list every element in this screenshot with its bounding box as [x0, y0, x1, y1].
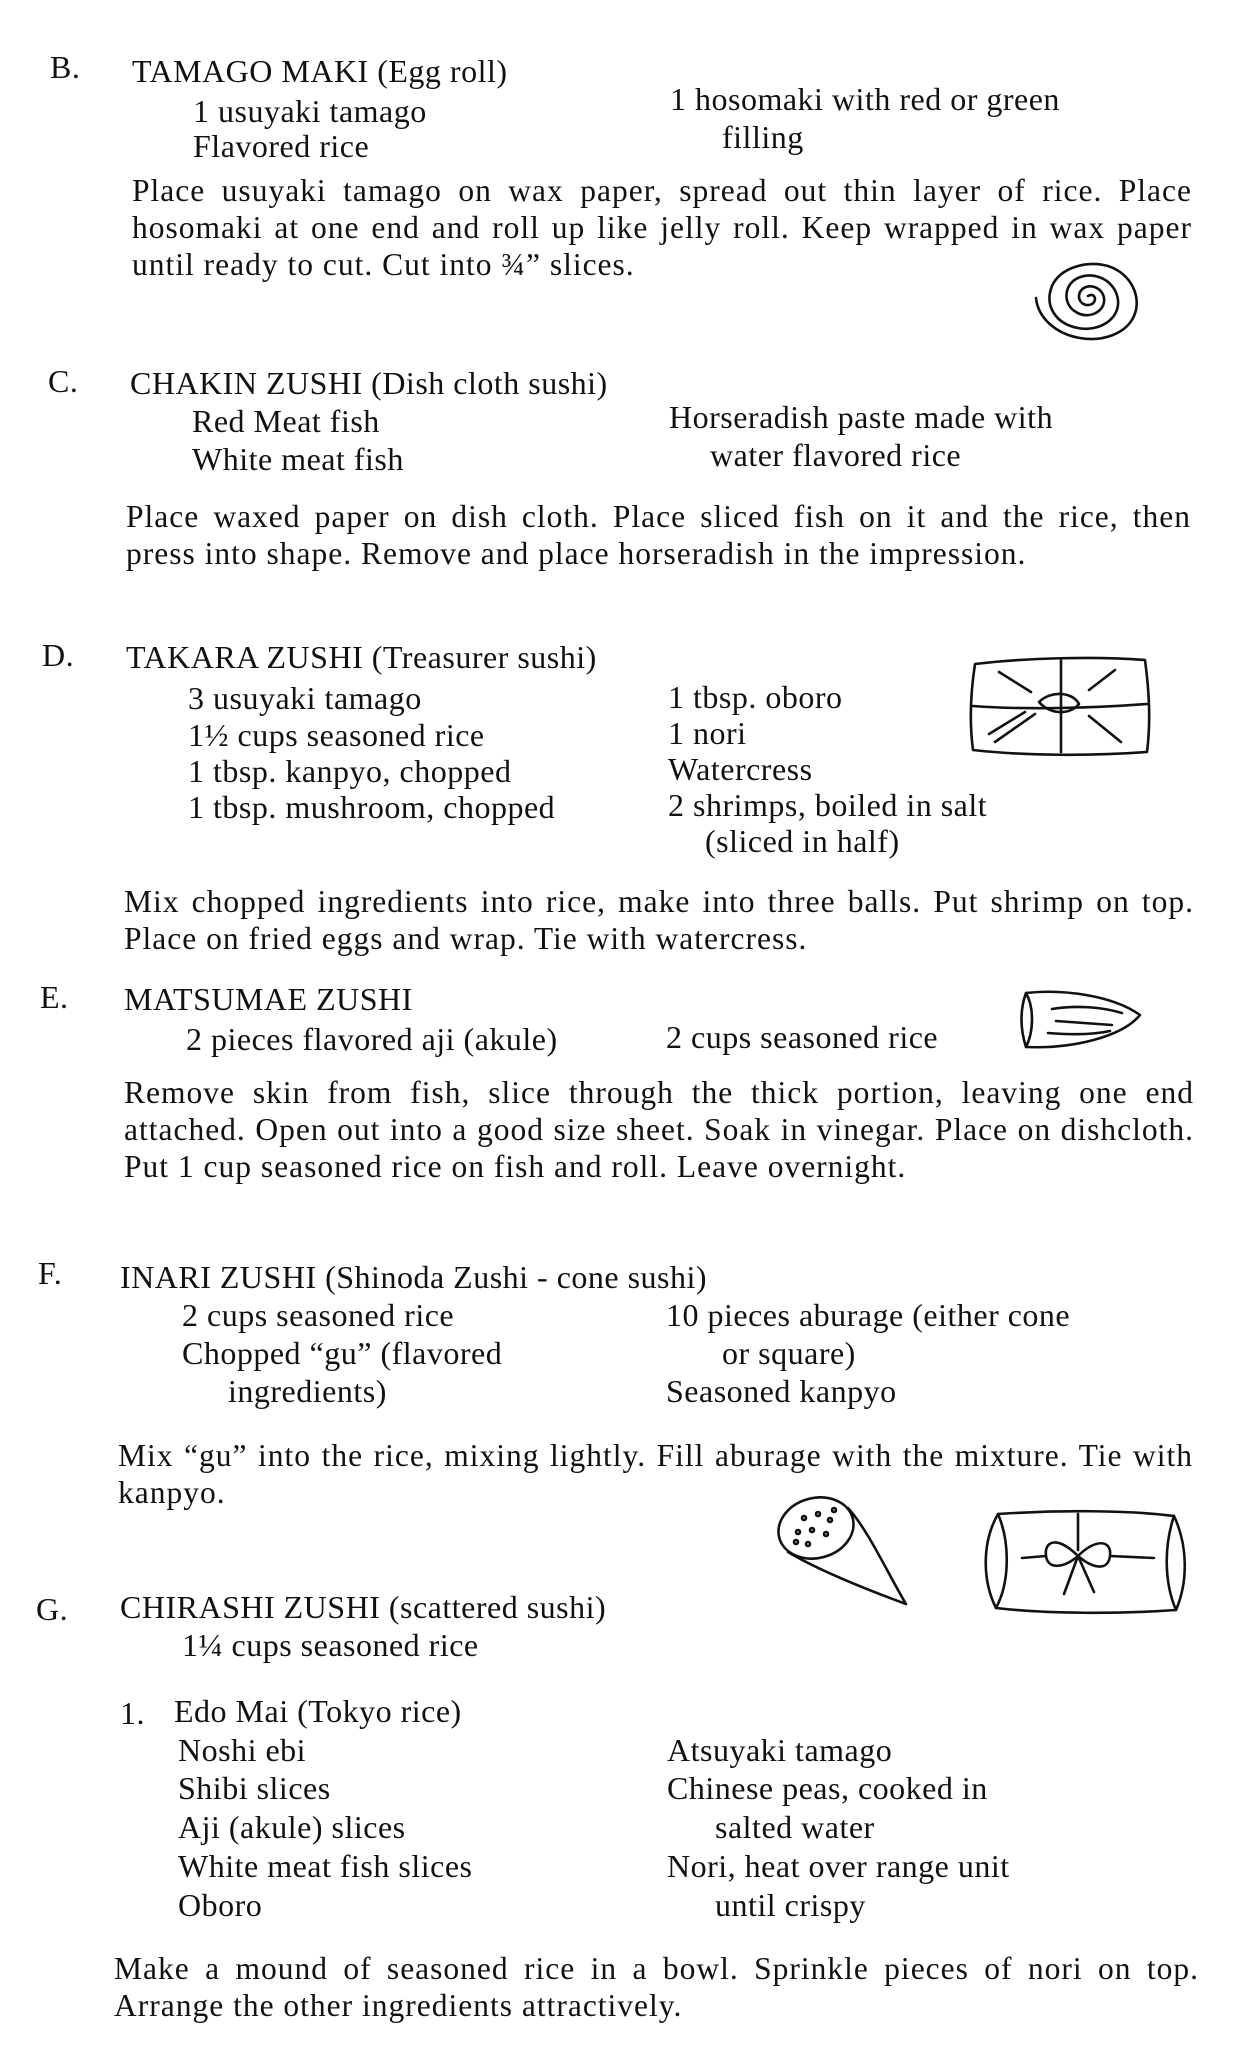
ingredient-item: Watercress — [668, 751, 813, 787]
ingredient-item: White meat fish slices — [178, 1848, 473, 1884]
ingredient-item: Aji (akule) slices — [178, 1809, 406, 1845]
tied-bundle-icon — [965, 650, 1157, 762]
ingredient-item: 2 cups seasoned rice — [182, 1297, 455, 1333]
section-letter-b: B. — [50, 49, 81, 85]
ingredient-item: 1 nori — [668, 715, 747, 751]
ingredient-item: 2 shrimps, boiled in salt — [668, 787, 988, 823]
square-sushi-bow-icon — [978, 1506, 1194, 1618]
section-title-g: CHIRASHI ZUSHI (scattered sushi) — [120, 1589, 607, 1625]
ingredient-item: Horseradish paste made with — [669, 399, 1054, 435]
ingredient-item: 1 tbsp. mushroom, chopped — [188, 789, 556, 825]
ingredient-item: 2 cups seasoned rice — [666, 1019, 939, 1055]
ingredient-item: 1 usuyaki tamago — [193, 93, 427, 129]
instructions-d: Mix chopped ingredients into rice, make into three balls. Put shrimp on top. Place on fried eggs and wrap. Tie with watercress. — [124, 884, 1194, 956]
ingredient-item: 1½ cups seasoned rice — [188, 717, 485, 753]
section-subtitle-g: 1¼ cups seasoned rice — [182, 1627, 479, 1663]
ingredient-item: 1 tbsp. oboro — [668, 679, 843, 715]
ingredient-item: Atsuyaki tamago — [667, 1732, 893, 1768]
section-title-b: TAMAGO MAKI (Egg roll) — [132, 53, 508, 89]
section-title-d: TAKARA ZUSHI (Treasurer sushi) — [126, 639, 597, 675]
spiral-roll-icon — [1022, 248, 1154, 348]
sub-title-g: Edo Mai (Tokyo rice) — [174, 1693, 462, 1729]
ingredient-item: Red Meat fish — [192, 403, 380, 439]
section-letter-e: E. — [40, 979, 69, 1015]
section-title-e: MATSUMAE ZUSHI — [124, 981, 413, 1017]
section-letter-g: G. — [36, 1591, 69, 1627]
ingredient-item: 1 hosomaki with red or green — [670, 81, 1060, 117]
ingredient-item: Shibi slices — [178, 1770, 331, 1806]
ingredient-item: Nori, heat over range unit — [667, 1848, 1010, 1884]
instructions-e: Remove skin from fish, slice through the thick portion, leaving one end attached. Open out into a good size sheet. Soak in vinegar. Place on dishcloth. Put 1 cup seasoned rice on fish and roll. Leave overnight. — [124, 1075, 1194, 1184]
ingredient-item: Seasoned kanpyo — [666, 1373, 897, 1409]
ingredient-item: ingredients) — [228, 1373, 387, 1409]
ingredient-item: 10 pieces aburage (either cone — [666, 1297, 1071, 1333]
section-letter-d: D. — [42, 637, 75, 673]
ingredient-item: until crispy — [715, 1887, 866, 1923]
ingredient-item: filling — [722, 119, 804, 155]
ingredient-item: salted water — [715, 1809, 875, 1845]
ingredient-item: 2 pieces flavored aji (akule) — [186, 1021, 558, 1057]
instructions-g: Make a mound of seasoned rice in a bowl. Sprinkle pieces of nori on top. Arrange the other ingredients attractively. — [114, 1951, 1199, 2023]
ingredient-item: Noshi ebi — [178, 1732, 307, 1768]
instructions-b: Place usuyaki tamago on wax paper, spread out thin layer of rice. Place hosomaki at one end and roll up like jelly roll. Keep wrapped in wax paper until ready to cut. Cut into ¾” slices. — [132, 173, 1192, 282]
ingredient-item: 1 tbsp. kanpyo, chopped — [188, 753, 512, 789]
instructions-c: Place waxed paper on dish cloth. Place sliced fish on it and the rice, then press into shape. Remove and place horseradish in the impression. — [126, 499, 1191, 571]
section-title-c: CHAKIN ZUSHI (Dish cloth sushi) — [130, 365, 608, 401]
ingredient-item: or square) — [722, 1335, 856, 1371]
ingredient-item: White meat fish — [192, 441, 404, 477]
section-letter-f: F. — [38, 1255, 63, 1291]
section-title-f: INARI ZUSHI (Shinoda Zushi - cone sushi) — [120, 1259, 708, 1295]
section-letter-c: C. — [48, 363, 79, 399]
fish-roll-icon — [1012, 985, 1152, 1055]
instructions-f: Mix “gu” into the rice, mixing lightly. Fill aburage with the mixture. Tie with kanpyo. — [118, 1438, 1193, 1510]
cone-sushi-icon — [768, 1490, 918, 1610]
ingredient-item: water flavored rice — [710, 437, 962, 473]
ingredient-item: Oboro — [178, 1887, 263, 1923]
ingredient-item: Flavored rice — [193, 128, 370, 164]
ingredient-item: (sliced in half) — [705, 823, 900, 859]
ingredient-item: 3 usuyaki tamago — [188, 680, 422, 716]
ingredient-item: Chinese peas, cooked in — [667, 1770, 988, 1806]
ingredient-item: Chopped “gu” (flavored — [182, 1335, 503, 1371]
sub-number-g: 1. — [120, 1695, 145, 1731]
